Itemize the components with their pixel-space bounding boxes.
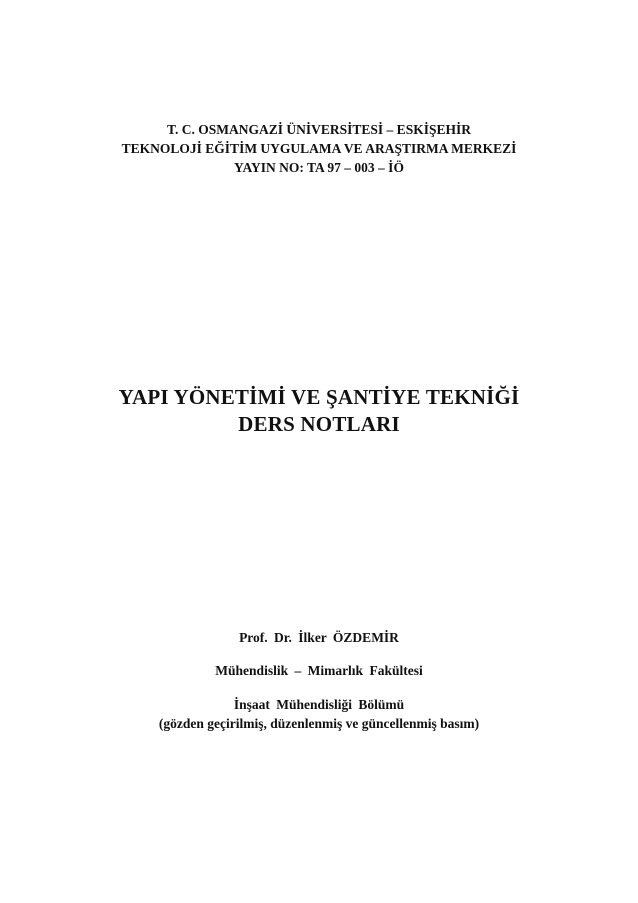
center-line: TEKNOLOJİ EĞİTİM UYGULAMA VE ARAŞTIRMA MERKEZİ — [121, 141, 517, 156]
faculty-name: Mühendislik – Mimarlık Fakültesi — [215, 663, 423, 678]
document-title: YAPI YÖNETİMİ VE ŞANTİYE TEKNİĞİ — [118, 385, 520, 409]
publication-number: YAYIN NO: TA 97 – 003 – İÖ — [234, 160, 404, 175]
author-name: Prof. Dr. İlker ÖZDEMİR — [239, 630, 399, 645]
document-subtitle: DERS NOTLARI — [238, 412, 400, 436]
department-name: İnşaat Mühendisliği Bölümü — [233, 697, 405, 712]
university-line: T. C. OSMANGAZİ ÜNİVERSİTESİ – ESKİŞEHİR — [167, 122, 471, 137]
edition-note: (gözden geçirilmiş, düzenlenmiş ve güncellenmiş basım) — [158, 716, 480, 731]
